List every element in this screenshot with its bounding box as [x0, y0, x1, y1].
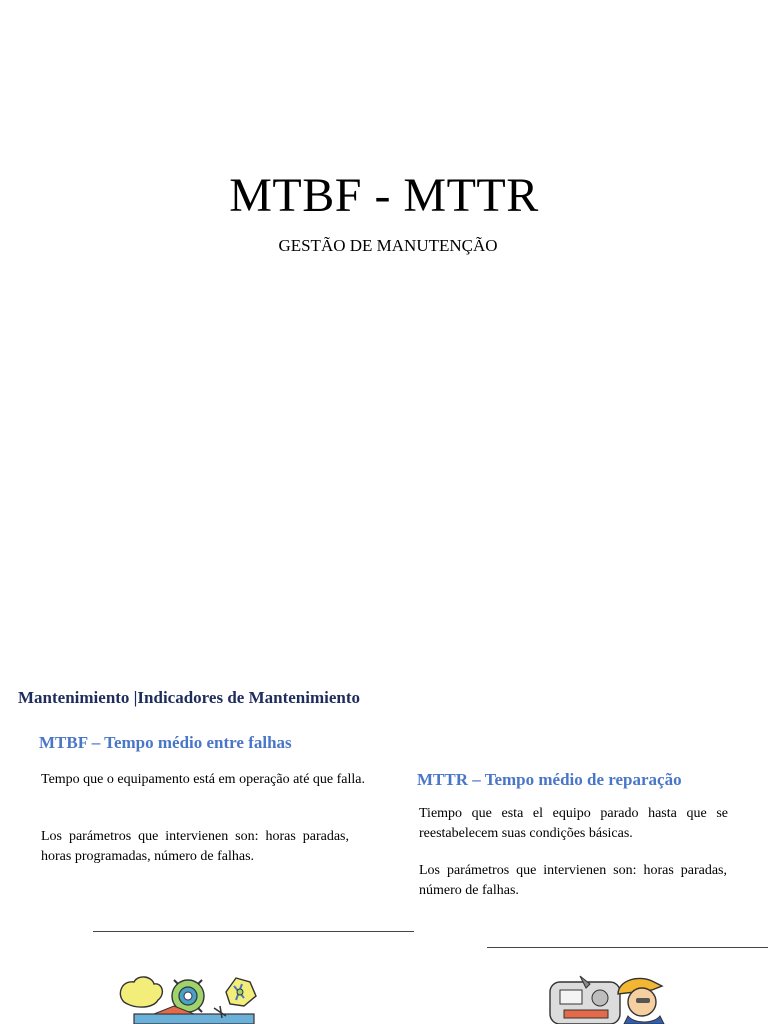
slide-heading: Mantenimiento |Indicadores de Mantenimiento	[18, 688, 361, 707]
mttr-title: MTTR – Tempo médio de reparação	[417, 770, 682, 789]
mtbf-definition: Tempo que o equipamento está em operação até que falla.	[41, 772, 365, 787]
indicators-slide	[0, 660, 768, 1024]
mttr-definition: Tiempo que esta el equipo parado hasta que se reestabelecem suas condições básicas.	[419, 806, 728, 841]
divider-left	[93, 931, 414, 932]
mtbf-title: MTBF – Tempo médio entre falhas	[39, 733, 292, 752]
broken-machine-clipart	[114, 972, 260, 1024]
slide-subtitle: GESTÃO DE MANUTENÇÃO	[278, 236, 498, 255]
divider-right	[487, 947, 768, 948]
mttr-parameters: Los parámetros que intervienen son: horas paradas, número de falhas.	[419, 863, 727, 898]
mechanic-clipart	[544, 972, 680, 1024]
mtbf-parameters: Los parámetros que intervienen son: horas paradas, horas programadas, número de falhas.	[41, 829, 349, 864]
slide-title: MTBF - MTTR	[229, 169, 539, 222]
